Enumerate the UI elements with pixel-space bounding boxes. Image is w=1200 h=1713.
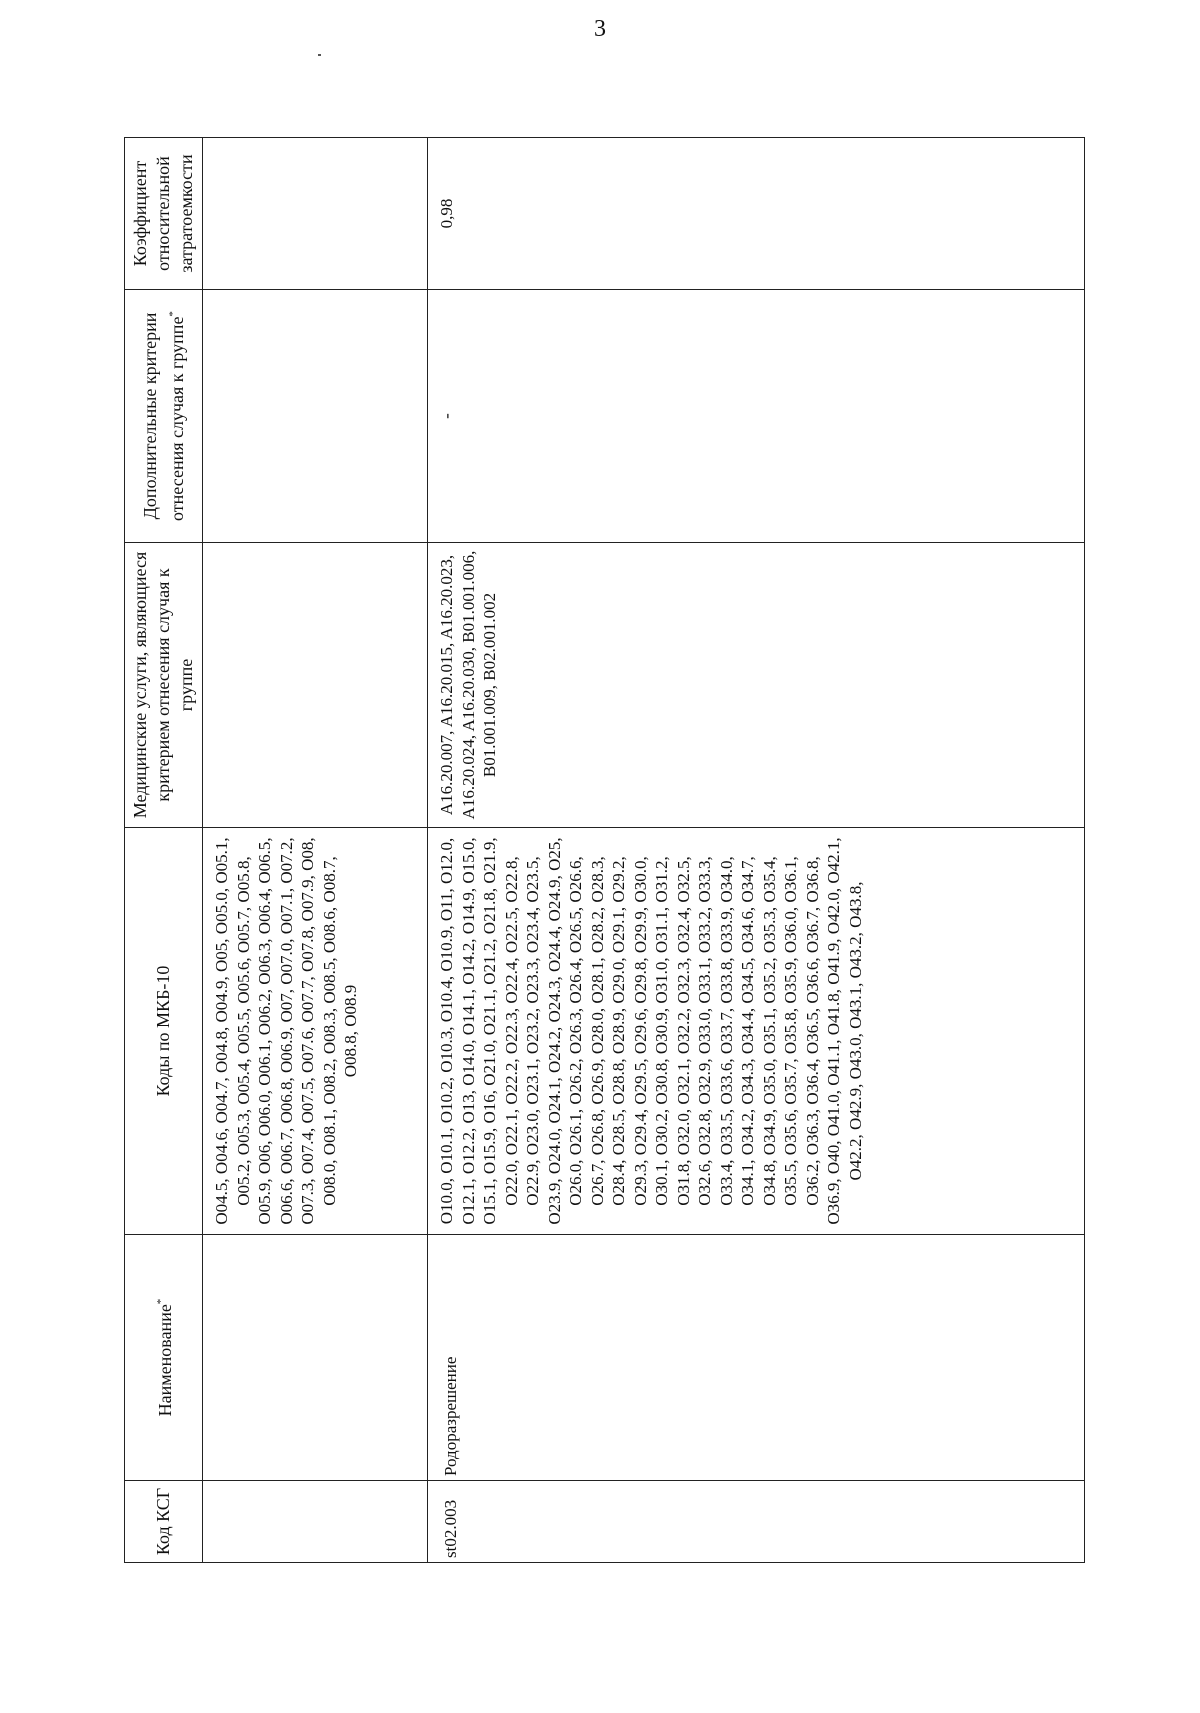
- cell-criteria: [203, 290, 428, 543]
- cell-services: A16.20.007, A16.20.015, A16.20.023, A16.20.024, A16.20.030, B01.001.006, B01.001.009, B02.001.002: [428, 543, 1085, 828]
- cell-name: [203, 1235, 428, 1481]
- page-number: 3: [594, 16, 606, 42]
- table-row: [428, 138, 1085, 1563]
- header-code: Код КСГ: [125, 1481, 203, 1563]
- header-criteria: Дополнительные критерии отнесения случая к группе*: [125, 290, 203, 543]
- cell-name: Родоразрешение: [428, 1235, 1085, 1481]
- ksg-table-container: [124, 138, 1084, 1563]
- header-name: Наименование*: [125, 1235, 203, 1481]
- table-header-row: [125, 138, 203, 1563]
- cell-mkb-codes: O10.0, O10.1, O10.2, O10.3, O10.4, O10.9, O11, O12.0, O12.1, O12.2, O13, O14.0, O14.1, O14.2, O14.9, O15.0, O15.1, O15.9, O16, O21.0, O21.1, O21.2, O21.8, O21.9, O22.0, O22.1, O22.2, O22.3, O22.4, O22.5, O22.8, O22.9, O23.0, O23.1, O23.2, O23.3, O23.4, O23.5, O23.9, O24.0, O24.1, O24.2, O24.3, O24.4, O24.9, O25, O26.0, O26.1, O26.2, O26.3, O26.4, O26.5, O26.6, O26.7, O26.8, O26.9, O28.0, O28.1, O28.2, O28.3, O28.4, O28.5, O28.8, O28.9, O29.0, O29.1, O29.2, O29.3, O29.4, O29.5, O29.6, O29.8, O29.9, O30.0, O30.1, O30.2, O30.8, O30.9, O31.0, O31.1, O31.2, O31.8, O32.0, O32.1, O32.2, O32.3, O32.4, O32.5, O32.6, O32.8, O32.9, O33.0, O33.1, O33.2, O33.3, O33.4, O33.5, O33.6, O33.7, O33.8, O33.9, O34.0, O34.1, O34.2, O34.3, O34.4, O34.5, O34.6, O34.7, O34.8, O34.9, O35.0, O35.1, O35.2, O35.3, O35.4, O35.5, O35.6, O35.7, O35.8, O35.9, O36.0, O36.1, O36.2, O36.3, O36.4, O36.5, O36.6, O36.7, O36.8, O36.9, O40, O41.0, O41.1, O41.8, O41.9, O42.0, O42.1, O42.2, O42.9, O43.0, O43.1, O43.2, O43.8,: [428, 828, 1085, 1235]
- header-services: Медицинские услуги, являющиеся критерием отнесения случая к группе: [125, 543, 203, 828]
- cell-services: [203, 543, 428, 828]
- cell-mkb-codes: O04.5, O04.6, O04.7, O04.8, O04.9, O05, O05.0, O05.1, O05.2, O05.3, O05.4, O05.5, O05.6, O05.7, O05.8, O05.9, O06, O06.0, O06.1, O06.2, O06.3, O06.4, O06.5, O06.6, O06.7, O06.8, O06.9, O07, O07.0, O07.1, O07.2, O07.3, O07.4, O07.5, O07.6, O07.7, O07.8, O07.9, O08, O08.0, O08.1, O08.2, O08.3, O08.5, O08.6, O08.7, O08.8, O08.9: [203, 828, 428, 1235]
- header-name-footnote: *: [155, 1298, 167, 1305]
- table-row: [203, 138, 428, 1563]
- ksg-table: [124, 137, 1085, 1563]
- header-coef: Коэффициент относительной затратоемкости: [125, 138, 203, 290]
- scan-mark: [318, 54, 321, 56]
- header-criteria-footnote: *: [166, 311, 179, 317]
- cell-coefficient: [203, 138, 428, 290]
- cell-code: [203, 1481, 428, 1563]
- header-mkb: Коды по МКБ-10: [125, 828, 203, 1235]
- cell-criteria: -: [428, 290, 1085, 543]
- cell-code: st02.003: [428, 1481, 1085, 1563]
- cell-coefficient: 0,98: [428, 138, 1085, 290]
